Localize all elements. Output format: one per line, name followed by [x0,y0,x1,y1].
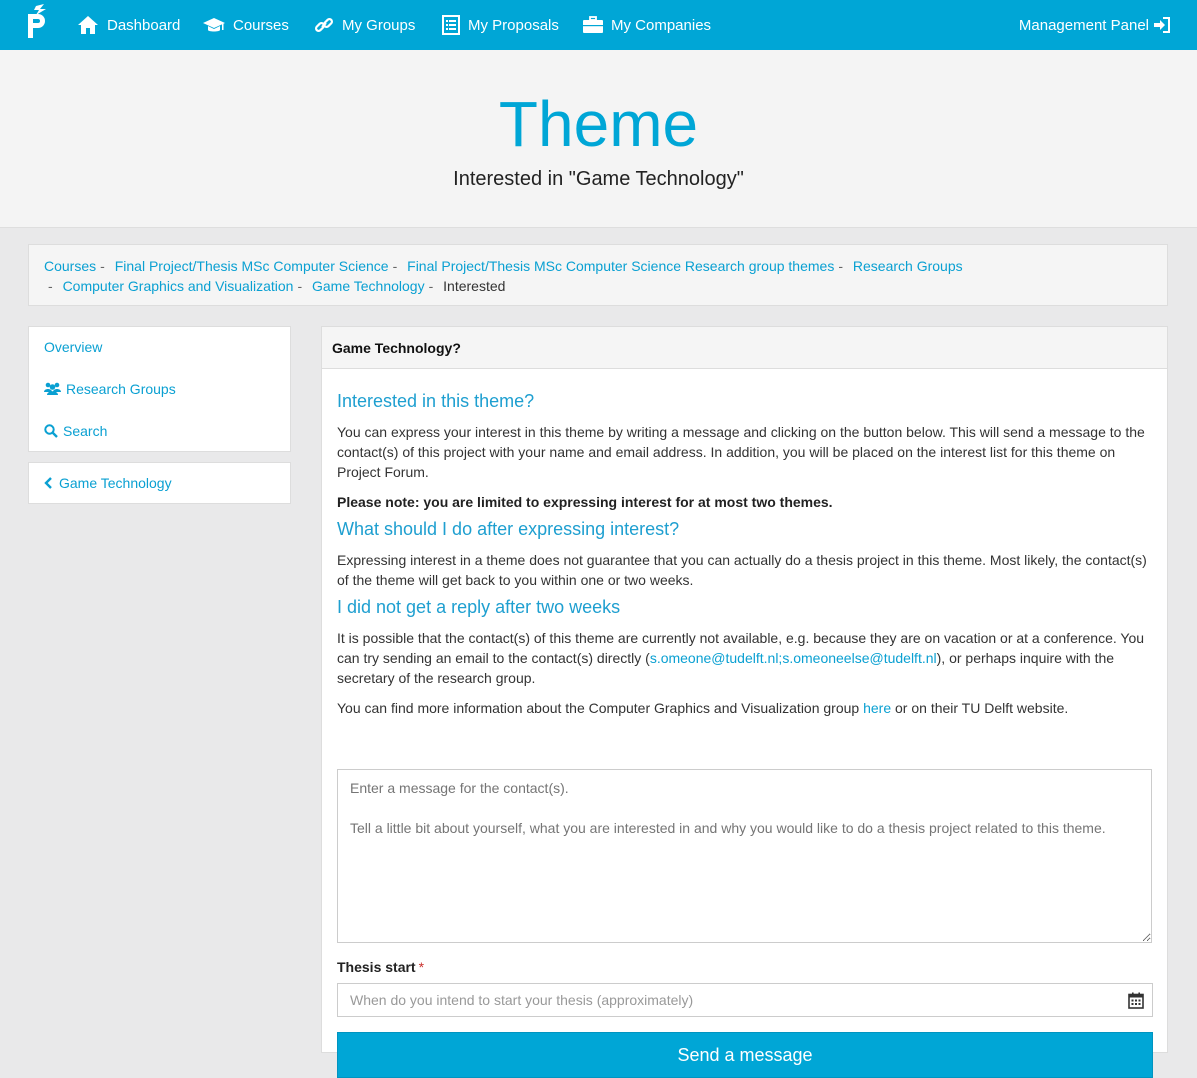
calendar-icon[interactable] [1128,992,1144,1009]
sidebar-search-label: Search [63,423,108,439]
section-text-interested: You can express your interest in this theme by writing a message and clicking on the button below. This will send a message to the contact(s) of this project with your name and email address. In addition, you will be placed on the interest list for this theme on Project Forum. [337,424,1145,480]
contact-email-link[interactable]: s.omeone@tudelft.nl;s.omeoneelse@tudelft.nl [649,650,937,666]
no-reply-text-start: It is possible that the contact(s) of this theme are currently not available, e.g. because they are on vacation or at a conference. You can try sending an email to the contact(s) directly ( [337,630,1145,666]
nav-my-companies-label: My Companies [611,16,712,34]
section-text-no-reply [337,628,1152,688]
sidebar-item-search[interactable] [44,423,107,439]
more-info-here-link[interactable]: here [863,700,892,716]
nav-dashboard[interactable] [77,0,180,50]
breadcrumb-separator: - [428,278,434,294]
nav-my-groups[interactable] [314,0,415,50]
management-panel-link[interactable] [1019,0,1171,50]
breadcrumb-research-themes[interactable]: Final Project/Thesis MSc Computer Science Research group themes [407,258,835,274]
breadcrumb-separator: - [838,258,843,274]
breadcrumb-final-project[interactable]: Final Project/Thesis MSc Computer Science [114,258,389,274]
section-title-interested: Interested in this theme? [337,391,535,411]
section-title-no-reply: I did not get a reply after two weeks [337,597,621,617]
page-subtitle: Interested in "Game Technology" [453,168,744,190]
nav-my-groups-label: My Groups [342,16,416,34]
nav-courses-label: Courses [233,16,289,34]
interest-card [321,326,1168,1065]
thesis-start-placeholder: When do you intend to start your thesis (approximately) [350,992,694,1008]
breadcrumb-courses[interactable]: Courses [44,258,97,274]
search-icon [44,424,58,438]
breadcrumb-separator: - [297,278,303,294]
nav-courses[interactable] [203,0,289,50]
sidebar-item-research-groups[interactable] [44,381,176,397]
home-icon [77,15,99,35]
sidebar-research-groups-label: Research Groups [66,381,176,397]
sidebar-menu [28,326,291,452]
briefcase-icon [583,16,603,34]
send-message-button[interactable]: Send a message [337,1032,1153,1078]
breadcrumb-separator: - [100,258,105,274]
logo-icon[interactable] [24,4,52,40]
users-icon [44,382,61,396]
thesis-start-label [337,959,424,975]
breadcrumb-research-groups[interactable]: Research Groups [852,258,963,274]
card-header: Game Technology? [322,327,1167,369]
nav-my-companies[interactable] [583,0,711,50]
chevron-left-icon [44,476,54,490]
nav-dashboard-label: Dashboard [107,16,181,34]
nav-my-proposals[interactable] [442,0,559,50]
message-textarea[interactable] [337,769,1152,943]
breadcrumb-game-technology[interactable]: Game Technology [312,278,425,294]
list-icon [442,15,460,35]
sidebar-back-panel [28,462,291,504]
back-to-game-technology[interactable] [44,475,172,491]
nav-my-proposals-label: My Proposals [468,16,559,34]
limit-note [337,492,1152,512]
management-panel-label: Management Panel [1018,16,1149,34]
no-reply-text-end: ), or perhaps inquire with the secretary of the research group. [337,650,1115,686]
breadcrumb-separator: - [48,278,53,294]
top-navbar [0,0,1197,50]
breadcrumb-cgv[interactable]: Computer Graphics and Visualization [62,278,294,294]
link-icon [314,15,334,35]
section-text-after-interest: Expressing interest in a theme does not guarantee that you can actually do a thesis project in this theme. Most likely, the contact(s) of the theme will get back to you within one or two weeks. [337,552,1147,588]
section-title-after-interest: What should I do after expressing interest? [337,519,680,539]
page-title: Theme [498,88,699,160]
breadcrumb-separator: - [392,258,398,274]
limit-note-text: Please note: you are limited to expressing interest for at most two themes. [337,494,833,510]
thesis-start-label-text: Thesis start [337,959,416,975]
more-info-start: You can find more information about the Computer Graphics and Visualization group [337,700,864,716]
more-info-text [337,698,1152,718]
sidebar-overview-label: Overview [44,339,103,355]
breadcrumb [28,244,1168,306]
sidebar-item-overview[interactable] [44,339,102,355]
thesis-start-input[interactable] [337,983,1153,1017]
more-info-end: or on their TU Delft website. [891,700,1069,716]
breadcrumb-current: Interested [443,278,506,294]
sign-in-icon [1153,17,1171,33]
page-header [0,50,1197,228]
required-mark: * [418,959,425,975]
graduation-cap-icon [203,15,225,35]
back-label: Game Technology [59,475,172,491]
